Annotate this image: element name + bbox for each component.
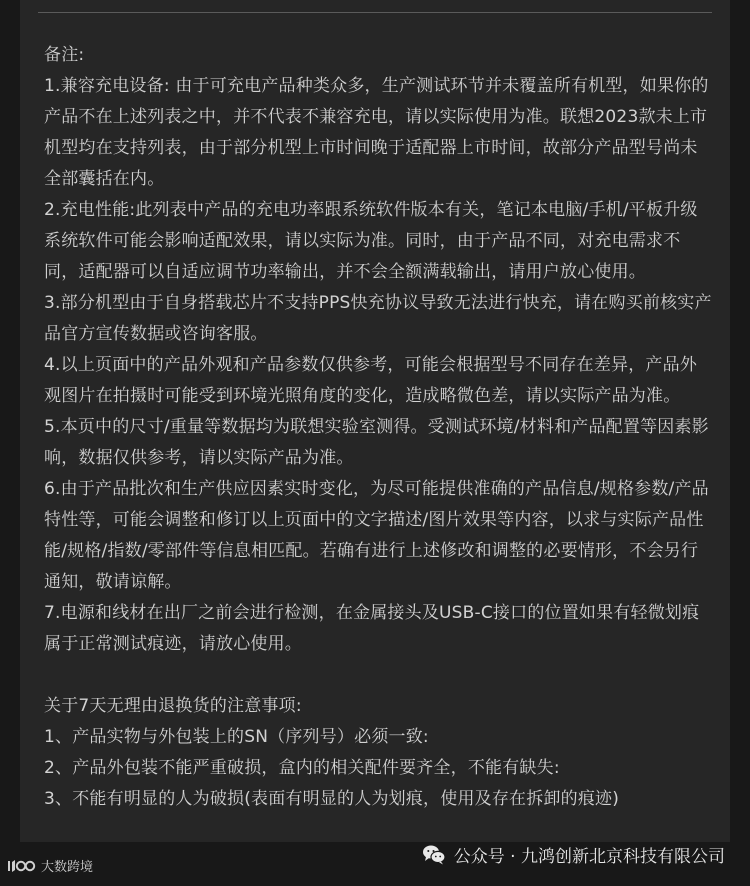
notes-content: [44, 40, 712, 815]
watermark-text: 大数跨境: [41, 860, 94, 875]
top-divider: [38, 12, 712, 13]
note-item-7: 7.电源和线材在出厂之前会进行检测，在金属接头及USB-C接口的位置如果有轻微划痕属于正常测试痕迹，请放心使用。: [44, 603, 700, 654]
note-item-1: 1.兼容充电设备: 由于可充电产品种类众多，生产测试环节并未覆盖所有机型，如果你的产品不在上述列表之中，并不代表不兼容充电，请以实际使用为准。联想2023款未上市机型均在支持列表，由于部分机型上市时间晚于适配器上市时间，故部分产品型号尚未全部囊括在内。: [44, 76, 709, 189]
returns-item-1: 1、产品实物与外包装上的SN（序列号）必须一致:: [44, 727, 429, 747]
notes-heading: 备注:: [44, 45, 85, 65]
returns-heading: 关于7天无理由退换货的注意事项:: [44, 696, 302, 716]
note-item-4: 4.以上页面中的产品外观和产品参数仅供参考，可能会根据型号不同存在差异，产品外观图片在拍摄时可能受到环境光照角度的变化，造成略微色差，请以实际产品为准。: [44, 355, 698, 406]
note-item-3: 3.部分机型由于自身搭载芯片不支持PPS快充协议导致无法进行快充，请在购买前核实产品官方宣传数据或咨询客服。: [44, 293, 712, 344]
note-item-6: 6.由于产品批次和生产供应因素实时变化，为尽可能提供准确的产品信息/规格参数/产品特性等，可能会调整和修订以上页面中的文字描述/图片效果等内容，以求与实际产品性能/规格/指数/零部件等信息相匹配。若确有进行上述修改和调整的必要情形，不会另行通知，敬请谅解。: [44, 479, 709, 592]
wechat-icon: [422, 844, 446, 866]
official-account-credit: [422, 842, 725, 867]
watermark-logo: [6, 856, 93, 875]
note-item-2: 2.充电性能:此列表中产品的充电功率跟系统软件版本有关，笔记本电脑/手机/平板升级系统软件可能会影响适配效果，请以实际为准。同时，由于产品不同，对充电需求不同，适配器可以自适应调节功率输出，并不会全额满载输出，请用户放心使用。: [44, 200, 698, 282]
returns-item-2: 2、产品外包装不能严重破损，盒内的相关配件要齐全，不能有缺失:: [44, 758, 560, 778]
dashu-logo-icon: [6, 859, 36, 873]
footer-bar: [0, 842, 750, 886]
note-item-5: 5.本页中的尺寸/重量等数据均为联想实验室测得。受测试环境/材料和产品配置等因素影响，数据仅供参考，请以实际产品为准。: [44, 417, 709, 468]
returns-item-3: 3、不能有明显的人为破损(表面有明显的人为划痕，使用及存在拆卸的痕迹): [44, 789, 620, 809]
account-name: 公众号 · 九鸿创新北京科技有限公司: [453, 847, 725, 867]
section-gap: [44, 660, 712, 691]
